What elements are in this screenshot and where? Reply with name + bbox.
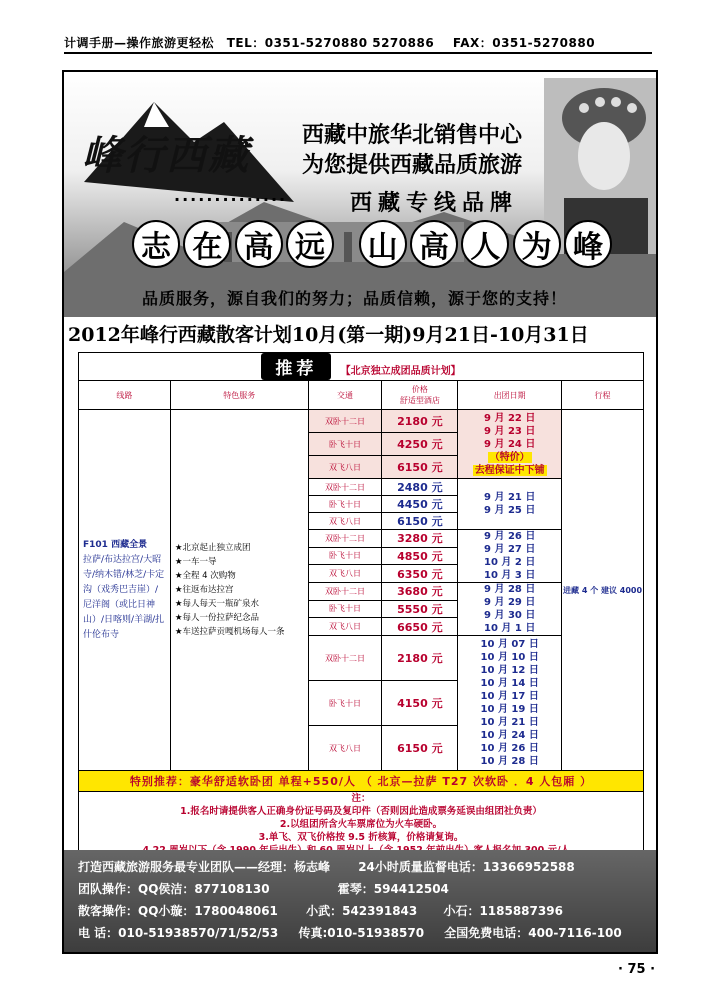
header-trip: 行程	[562, 381, 644, 410]
price-cell: 4850 元	[382, 547, 458, 565]
berth-guarantee-tag: 去程保证中下铺	[474, 464, 545, 476]
price-cell: 6350 元	[382, 565, 458, 583]
recommend-row	[79, 353, 644, 381]
notes-cell	[79, 792, 644, 858]
header-transport: 交通	[308, 381, 382, 410]
transport-cell: 卧飞十日	[308, 496, 382, 513]
date-item: 10 月 21 日	[480, 717, 539, 728]
banner-title-1: 西藏中旅华北销售中心	[302, 123, 523, 148]
brand-logo: 峰行西藏	[82, 132, 250, 179]
footer-freephone: 全国免费电话：400-7116-100	[444, 926, 622, 940]
date-item: 9 月 21 日	[484, 492, 536, 503]
footer-line-1	[78, 858, 575, 875]
date-item: 9 月 28 日	[484, 584, 536, 595]
special-price-tag: （特价）	[489, 451, 530, 463]
recommend-subtitle: 【北京独立成团品质计划】	[340, 366, 461, 377]
slogan-char: 峰	[564, 220, 612, 268]
route-detail: 拉萨/布达拉宫/大昭寺/纳木错/林芝/卡定沟（戏秀巴吉崖）/尼洋阁（或比日神山）/日喀则/羊湖/扎什伦布寺	[83, 554, 165, 640]
slogan-char: 高	[235, 220, 283, 268]
price-cell: 2180 元	[382, 636, 458, 681]
transport-cell: 双飞八日	[308, 456, 382, 479]
banner-title-2: 为您提供西藏品质旅游	[302, 153, 523, 178]
date-item: 10 月 12 日	[480, 665, 539, 676]
date-item: 9 月 24 日	[484, 438, 536, 450]
header-features: 特色服务	[170, 381, 308, 410]
footer-team-qq: 团队操作：QQ侯洁：877108130	[78, 882, 270, 896]
footer-fax: 传真:010-51938570	[298, 926, 425, 940]
date-item: 10 月 3 日	[484, 570, 536, 581]
price-cell: 6650 元	[382, 618, 458, 636]
price-cell: 4150 元	[382, 681, 458, 726]
route-name: F101 西藏全景	[83, 539, 148, 550]
footer-individual-qq-3: 小石：1185887396	[443, 904, 563, 918]
transport-cell: 双卧十二日	[308, 479, 382, 496]
dates-cell	[458, 636, 562, 771]
date-item: 10 月 17 日	[480, 691, 539, 702]
header-price	[382, 381, 458, 410]
transport-cell: 卧飞十日	[308, 681, 382, 726]
date-item: 10 月 19 日	[480, 704, 539, 715]
feature-item: ★一车一导	[174, 557, 217, 567]
price-cell: 3680 元	[382, 583, 458, 601]
tour-plan-table	[78, 352, 644, 858]
dates-cell	[458, 530, 562, 583]
transport-cell: 双卧十二日	[308, 583, 382, 601]
page-header	[64, 34, 652, 54]
banner	[64, 72, 656, 317]
plan-title: 2012年峰行西藏散客计划10月(第一期)9月21日-10月31日	[68, 324, 589, 346]
note-item: 1.报名时请提供客人正确身份证号码及复印件（否则因此造成票务延误由组团社负责）	[180, 806, 542, 817]
date-item: 9 月 23 日	[484, 425, 536, 437]
transport-cell: 双卧十二日	[308, 530, 382, 548]
transport-cell: 卧飞十日	[308, 433, 382, 456]
note-item: 注：	[351, 793, 371, 804]
service-slogan: 品质服务，源自我们的努力；品质信赖，源于您的支持！	[142, 289, 568, 308]
feature-item: ★北京起止独立成团	[174, 543, 251, 553]
slogan-char: 为	[513, 220, 561, 268]
note-item: 2.以组团所含火车票席位为火车硬卧。	[279, 819, 443, 830]
banner-brand: 西藏专线品牌	[350, 190, 519, 216]
date-item: 10 月 2 日	[484, 557, 536, 568]
banner-dots: ··············	[174, 190, 288, 209]
feature-item: ★每人一份拉萨纪念品	[174, 613, 259, 623]
footer-line-3	[78, 902, 563, 919]
slogan-char: 远	[286, 220, 334, 268]
dates-cell	[458, 583, 562, 636]
footer-manager: 打造西藏旅游服务最专业团队——经理：杨志峰	[78, 860, 331, 874]
price-cell: 6150 元	[382, 513, 458, 530]
footer-hotline: 24小时质量监督电话：13366952588	[358, 860, 575, 874]
contact-footer	[64, 850, 656, 952]
header-price-label: 价格	[411, 385, 428, 394]
date-item: 10 月 24 日	[480, 730, 539, 741]
transport-cell: 双飞八日	[308, 726, 382, 771]
feature-item: ★车送拉萨贡嘎机场每人一条	[174, 627, 285, 637]
header-left: 计调手册—操作旅游更轻松	[64, 36, 215, 50]
header-fax: FAX：0351-5270880	[452, 36, 596, 50]
recommend-badge: 推荐	[261, 353, 331, 380]
date-item: 10 月 1 日	[484, 623, 536, 634]
price-cell: 3280 元	[382, 530, 458, 548]
date-item: 9 月 29 日	[484, 597, 536, 608]
price-cell: 2180 元	[382, 410, 458, 433]
footer-line-4	[78, 924, 622, 941]
date-item: 9 月 30 日	[484, 610, 536, 621]
date-item: 9 月 27 日	[484, 544, 536, 555]
date-item: 10 月 07 日	[480, 639, 539, 650]
price-cell: 5550 元	[382, 600, 458, 618]
header-route: 线路	[79, 381, 171, 410]
date-item: 10 月 28 日	[480, 756, 539, 767]
page-frame	[62, 70, 658, 954]
price-cell: 6150 元	[382, 726, 458, 771]
price-cell: 2480 元	[382, 479, 458, 496]
date-item: 10 月 10 日	[480, 652, 539, 663]
slogan-char: 高	[410, 220, 458, 268]
header-tel: TEL：0351-5270880 5270886	[226, 36, 435, 50]
features-cell	[170, 410, 308, 771]
date-item: 9 月 26 日	[484, 531, 536, 542]
price-cell: 6150 元	[382, 456, 458, 479]
header-dates: 出团日期	[458, 381, 562, 410]
feature-item: ★往返布达拉宫	[174, 585, 234, 595]
transport-cell: 双卧十二日	[308, 410, 382, 433]
trip-cell: 进藏 4 个 建议 4000	[562, 410, 644, 771]
transport-cell: 双飞八日	[308, 513, 382, 530]
footer-team-qq-2: 霍琴：594412504	[337, 882, 449, 896]
dates-cell	[458, 410, 562, 479]
date-item: 9 月 22 日	[484, 412, 536, 424]
note-item: 3.单飞、双飞价格按 9.5 折核算，价格请复询。	[258, 832, 464, 843]
slogan-char: 山	[359, 220, 407, 268]
footer-line-2	[78, 880, 449, 897]
transport-cell: 双飞八日	[308, 565, 382, 583]
dates-cell	[458, 479, 562, 530]
feature-item: ★每人每天一瓶矿泉水	[174, 599, 259, 609]
slogan-char: 人	[461, 220, 509, 268]
slogan-char: 志	[132, 220, 180, 268]
page-number: · 75 ·	[618, 962, 656, 977]
slogan	[132, 220, 612, 268]
route-cell	[79, 410, 171, 771]
price-cell: 4450 元	[382, 496, 458, 513]
footer-phone: 电 话：010-51938570/71/52/53	[78, 926, 279, 940]
transport-cell: 卧飞十日	[308, 547, 382, 565]
feature-item: ★全程 4 次购物	[174, 571, 236, 581]
transport-cell: 卧飞十日	[308, 600, 382, 618]
footer-individual-qq: 散客操作：QQ小璇：1780048061	[78, 904, 278, 918]
header-price-sub: 舒适型酒店	[399, 396, 440, 405]
slogan-char: 在	[183, 220, 231, 268]
transport-cell: 双卧十二日	[308, 636, 382, 681]
footer-individual-qq-2: 小武：542391843	[306, 904, 418, 918]
special-offer: 特别推荐：豪华舒适软卧团 单程+550/人 （ 北京—拉萨 T27 次软卧 ．4 人包厢 ）	[79, 771, 644, 792]
date-item: 9 月 25 日	[484, 505, 536, 516]
date-item: 10 月 26 日	[480, 743, 539, 754]
date-item: 10 月 14 日	[480, 678, 539, 689]
transport-cell: 双飞八日	[308, 618, 382, 636]
price-cell: 4250 元	[382, 433, 458, 456]
